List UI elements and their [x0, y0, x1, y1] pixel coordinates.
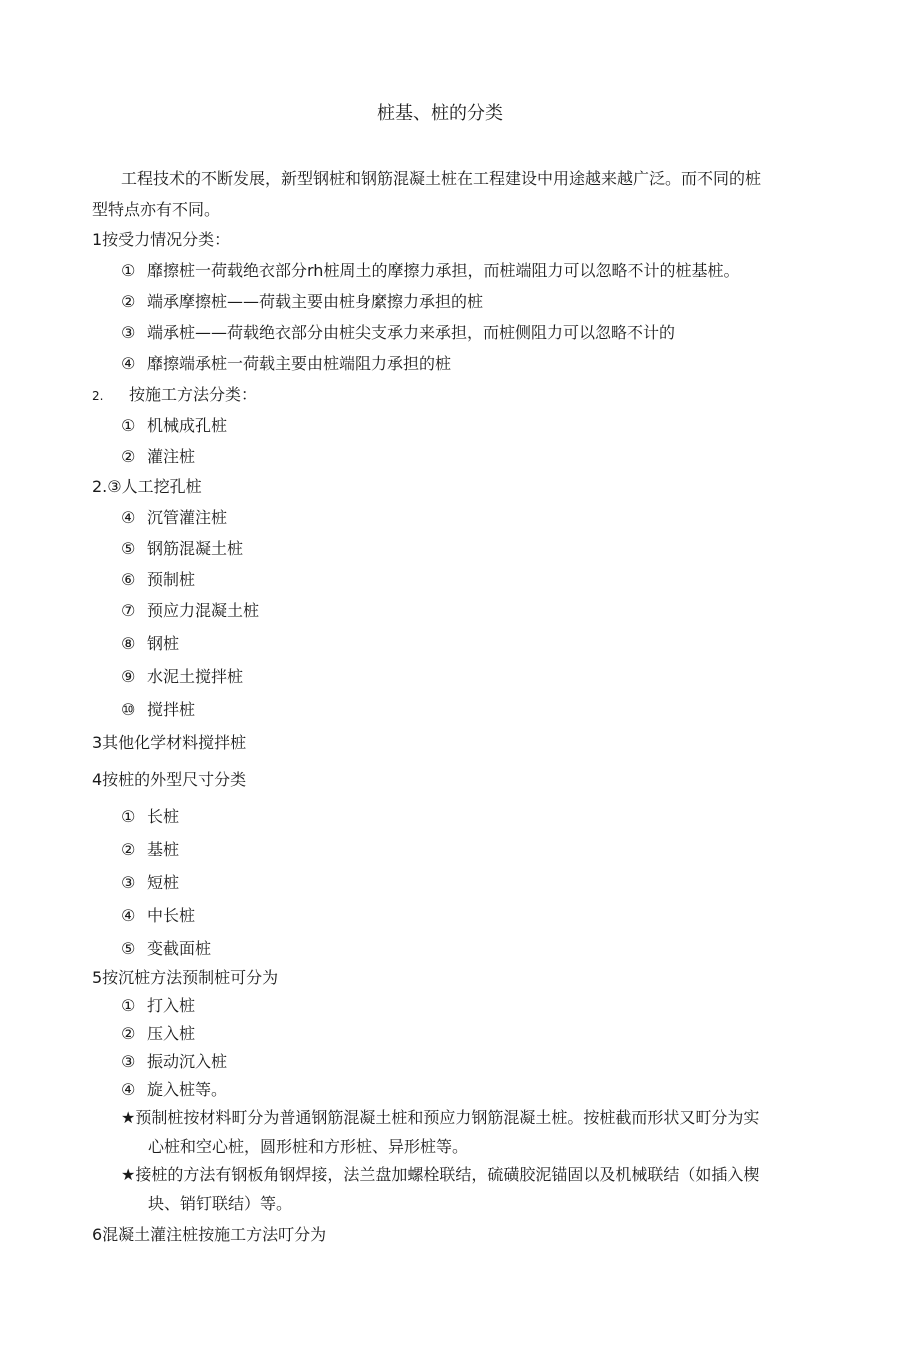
item-text: 沉管灌注桩	[147, 508, 228, 527]
list-item	[121, 840, 179, 860]
note-line: 块、销钉联结）等。	[148, 1194, 293, 1213]
item-text: 压入桩	[147, 1024, 196, 1043]
intro-line-2: 型特点亦有不同。	[92, 200, 221, 219]
section-3-heading: 3其他化学材料搅拌桩	[92, 733, 247, 752]
section-heading-text: 按施工方法分类：	[129, 385, 258, 404]
item-text: 中长桩	[147, 906, 196, 925]
item-text: 打入桩	[147, 996, 196, 1015]
item-number: ②	[121, 447, 136, 466]
item-number: ⑦	[121, 601, 136, 620]
item-text: 短桩	[147, 873, 180, 892]
item-text: 旋入桩等。	[147, 1080, 228, 1099]
item-text: 水泥土搅拌桩	[147, 667, 244, 686]
list-item	[121, 1024, 195, 1044]
list-item	[121, 601, 259, 621]
item-number: ④	[121, 508, 136, 527]
item-number: ②	[121, 292, 136, 311]
note-line: 心桩和空心桩，圆形桩和方形桩、异形桩等。	[148, 1137, 469, 1156]
section-1-heading: 1按受力情况分类：	[92, 230, 231, 249]
item-number: ③	[121, 873, 136, 892]
item-text: 钢桩	[147, 634, 180, 653]
item-number: ④	[121, 1080, 136, 1099]
intro-line-1: 工程技术的不断发展，新型钢桩和钢筋混凝土桩在工程建设中用途越来越广泛。而不同的桩	[121, 169, 762, 188]
item-text: 预制桩	[147, 570, 196, 589]
document-title: 桩基、桩的分类	[377, 103, 503, 124]
item-number: ①	[121, 996, 136, 1015]
list-item	[121, 939, 211, 959]
list-item	[121, 873, 179, 893]
item-text: 灌注桩	[147, 447, 196, 466]
list-item	[121, 508, 227, 528]
item-number: ⑨	[121, 667, 136, 686]
note-line: ★预制桩按材料町分为普通钢筋混凝土桩和预应力钢筋混凝土桩。按桩截而形状又町分为实	[121, 1108, 760, 1127]
item-number: ②	[121, 1024, 136, 1043]
item-number: ④	[121, 354, 136, 373]
item-text: 搅拌桩	[147, 700, 196, 719]
item-number: ②	[121, 840, 136, 859]
item-text: 端承摩擦桩——荷载主要由桩身縻擦力承担的桩	[147, 292, 484, 311]
item-text: 变截面桩	[147, 939, 212, 958]
note-line: ★接桩的方法有钢板角钢焊接，法兰盘加螺栓联结，硫磺胶泥锚固以及机械联结（如插入楔	[121, 1165, 760, 1184]
item-number: ⑧	[121, 634, 136, 653]
list-item	[121, 996, 195, 1016]
item-text: 预应力混凝土桩	[147, 601, 260, 620]
list-item	[121, 292, 483, 312]
item-text: 钢筋混凝土桩	[147, 539, 244, 558]
item-text: 长桩	[147, 807, 180, 826]
item-number: ④	[121, 906, 136, 925]
section-number: 2.	[92, 389, 104, 403]
list-item	[121, 634, 179, 654]
list-item	[121, 539, 243, 559]
list-item	[121, 570, 195, 590]
section-2-subheading: 2.③人工挖孔桩	[92, 477, 202, 496]
item-text: 端承桩——荷载绝衣部分由桩尖支承力来承担，而桩侧阻力可以忽略不计的	[147, 323, 676, 342]
list-item	[121, 807, 179, 827]
item-text: 机械成孔桩	[147, 416, 228, 435]
item-text: 振动沉入桩	[147, 1052, 228, 1071]
item-number: ⑤	[121, 939, 136, 958]
list-item	[121, 906, 195, 926]
list-item	[121, 700, 195, 720]
item-number: ⑩	[121, 700, 136, 719]
item-text: 基桩	[147, 840, 180, 859]
item-number: ①	[121, 416, 136, 435]
item-number: ①	[121, 261, 136, 280]
section-2-heading	[92, 385, 257, 406]
list-item	[121, 323, 675, 343]
list-item	[121, 416, 227, 436]
item-text: 靡擦桩一荷载绝衣部分rh桩周土的摩擦力承担，而桩端阻力可以忽略不计的桩基桩。	[147, 261, 740, 280]
item-number: ⑥	[121, 570, 136, 589]
list-item	[121, 1080, 227, 1100]
list-item	[121, 1052, 227, 1072]
list-item	[121, 261, 739, 281]
item-number: ③	[121, 323, 136, 342]
section-6-heading: 6混凝土灌注桩按施工方法叮分为	[92, 1225, 327, 1244]
section-4-heading: 4按桩的外型尺寸分类	[92, 770, 247, 789]
list-item	[121, 354, 451, 374]
list-item	[121, 447, 195, 467]
item-text: 靡擦端承桩一荷载主要由桩端阻力承担的桩	[147, 354, 452, 373]
list-item	[121, 667, 243, 687]
item-number: ⑤	[121, 539, 136, 558]
item-number: ③	[121, 1052, 136, 1071]
section-5-heading: 5按沉桩方法预制桩可分为	[92, 968, 279, 987]
item-number: ①	[121, 807, 136, 826]
